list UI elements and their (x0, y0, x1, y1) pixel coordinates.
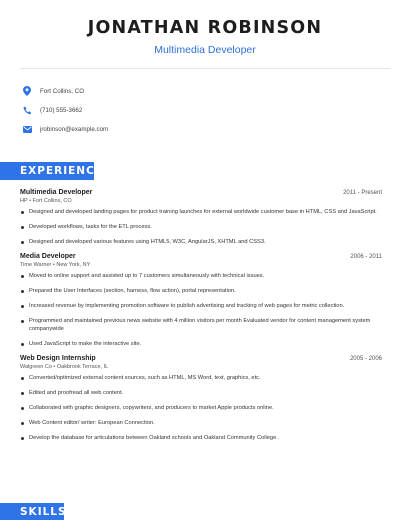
list-item: Used JavaScript to make the interactive site. (20, 340, 382, 348)
job-bullets (20, 208, 382, 246)
list-item: Prepared the User Interfaces (section, harness, flow action), portal representation. (20, 287, 382, 295)
location-pin-icon (22, 86, 32, 96)
job-bullets (20, 374, 382, 442)
list-item: Designed and developed landing pages for product training launches for external worldwide customer base in HTML, CSS and JavaScript. (20, 208, 382, 216)
job-entry (20, 189, 382, 246)
contact-email (22, 120, 108, 138)
job-entry (20, 253, 382, 348)
job-title: Multimedia Developer (20, 189, 93, 196)
job-entry (20, 355, 382, 442)
list-item: Web Content editor/ writer: European Connection. (20, 419, 382, 427)
list-item: Moved to online support and assisted up to 7 customers simultaneously with technical issues. (20, 272, 382, 280)
job-title: Media Developer (20, 253, 76, 260)
contact-list (22, 82, 108, 139)
job-meta: Walgreen Co • Oakbrook Terrace, IL (20, 364, 109, 370)
list-item: Designed and developed various features using HTML5, W3C, AngularJS, XHTML and CSS3. (20, 238, 382, 246)
contact-email-text: jrobinson@example.com (40, 125, 109, 133)
list-item: Collaborated with graphic designers, copywriters, and producers to market Apple products online. (20, 404, 382, 412)
job-dates: 2005 - 2006 (349, 356, 382, 362)
skills-section-heading: SKILLS (0, 503, 64, 520)
envelope-icon (22, 124, 32, 134)
experience-section-heading: EXPERIENCE (0, 162, 94, 180)
candidate-title: Multimedia Developer (154, 44, 256, 56)
contact-location (22, 82, 108, 100)
job-dates: 2011 - Present (343, 190, 382, 196)
contact-phone-text: (710) 555-3662 (40, 106, 83, 114)
job-dates: 2006 - 2011 (350, 254, 382, 260)
list-item: Developed workflows, tasks for the ETL process. (20, 223, 382, 231)
experience-list (20, 189, 382, 449)
list-item: Programmed and maintained previous news website with 4 million visitors per month Evaluated vendor for content management system companywide (20, 317, 382, 333)
resume-header (0, 0, 410, 56)
job-location: New York, NY (56, 262, 91, 268)
job-company: HP (20, 198, 28, 204)
phone-icon (22, 105, 32, 115)
job-title: Web Design Internship (20, 355, 96, 362)
contact-location-text: Fort Collins, CO (40, 87, 85, 95)
list-item: Converted/optimized external content sources, such as HTML, MS Word, text, graphics, etc. (20, 374, 382, 382)
job-meta: Time Warner • New York, NY (20, 262, 91, 268)
list-item: Edited and proofread all web content. (20, 389, 382, 397)
candidate-name: JONATHAN ROBINSON (87, 18, 323, 38)
header-divider (20, 68, 390, 69)
job-company: Walgreen Co (20, 364, 52, 370)
list-item: Increased revenue by implementing promotion software to publish advertising and tracking of web pages for metric collection. (20, 302, 382, 310)
list-item: Develop the database for articulations between Oakland schools and Oakland Community College. (20, 434, 382, 442)
job-location: Oakbrook Terrace, IL (56, 364, 109, 370)
job-meta: HP • Fort Collins, CO (20, 198, 72, 204)
job-location: Fort Collins, CO (32, 198, 72, 204)
contact-phone (22, 101, 108, 119)
job-company: Time Warner (20, 262, 52, 268)
job-bullets (20, 272, 382, 348)
